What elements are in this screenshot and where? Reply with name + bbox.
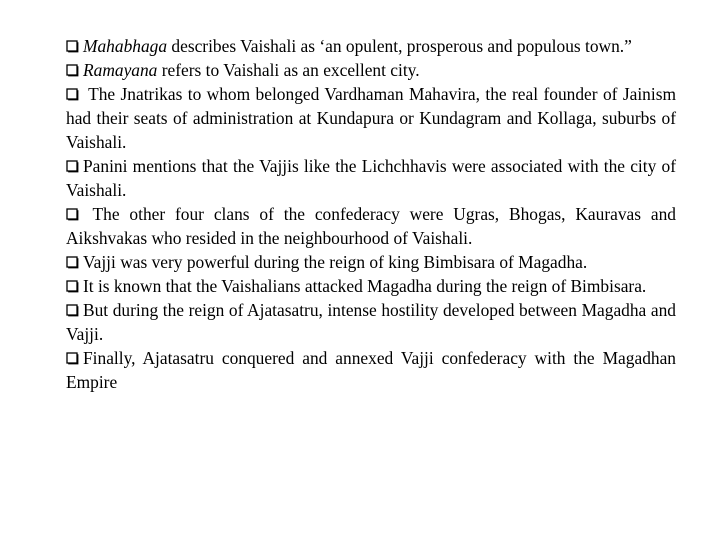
square-bullet-icon <box>66 256 79 269</box>
bullet-item-4 <box>66 154 676 202</box>
bullet-text: The other four clans of the confederacy were Ugras, Bhogas, Kauravas and Aikshvakas who resided in the neighbourhood of Vaishali. <box>66 204 676 248</box>
square-bullet-icon <box>66 280 79 293</box>
square-bullet-icon <box>66 160 79 173</box>
bullet-italic: Mahabhaga <box>83 36 168 56</box>
square-bullet-icon <box>66 40 79 53</box>
bullet-text: refers to Vaishali as an excellent city. <box>157 60 420 80</box>
bullet-item-5 <box>66 202 676 250</box>
bullet-italic: Ramayana <box>83 60 158 80</box>
bullet-text: Panini mentions that the Vajjis like the Lichchhavis were associated with the city of Vaishali. <box>66 156 676 200</box>
square-bullet-icon <box>66 88 79 101</box>
bullet-item-9 <box>66 346 676 394</box>
bullet-item-1 <box>66 34 676 58</box>
bullet-text: Finally, Ajatasatru conquered and annexed Vajji confederacy with the Magadhan Empire <box>66 348 676 392</box>
square-bullet-icon <box>66 352 79 365</box>
bullet-text: The Jnatrikas to whom belonged Vardhaman Mahavira, the real founder of Jainism had their seats of administration at Kundapura or Kundagram and Kollaga, suburbs of Vaishali. <box>66 84 676 152</box>
square-bullet-icon <box>66 208 79 221</box>
bullet-list <box>66 34 676 394</box>
bullet-item-6 <box>66 250 676 274</box>
bullet-item-7 <box>66 274 676 298</box>
bullet-text: Vajji was very powerful during the reign of king Bimbisara of Magadha. <box>83 252 588 272</box>
square-bullet-icon <box>66 64 79 77</box>
bullet-item-3 <box>66 82 676 154</box>
bullet-item-8 <box>66 298 676 346</box>
bullet-text: describes Vaishali as ‘an opulent, prosperous and populous town.” <box>167 36 632 56</box>
bullet-item-2 <box>66 58 676 82</box>
bullet-text: But during the reign of Ajatasatru, intense hostility developed between Magadha and Vajji. <box>66 300 676 344</box>
square-bullet-icon <box>66 304 79 317</box>
bullet-text: It is known that the Vaishalians attacked Magadha during the reign of Bimbisara. <box>83 276 647 296</box>
